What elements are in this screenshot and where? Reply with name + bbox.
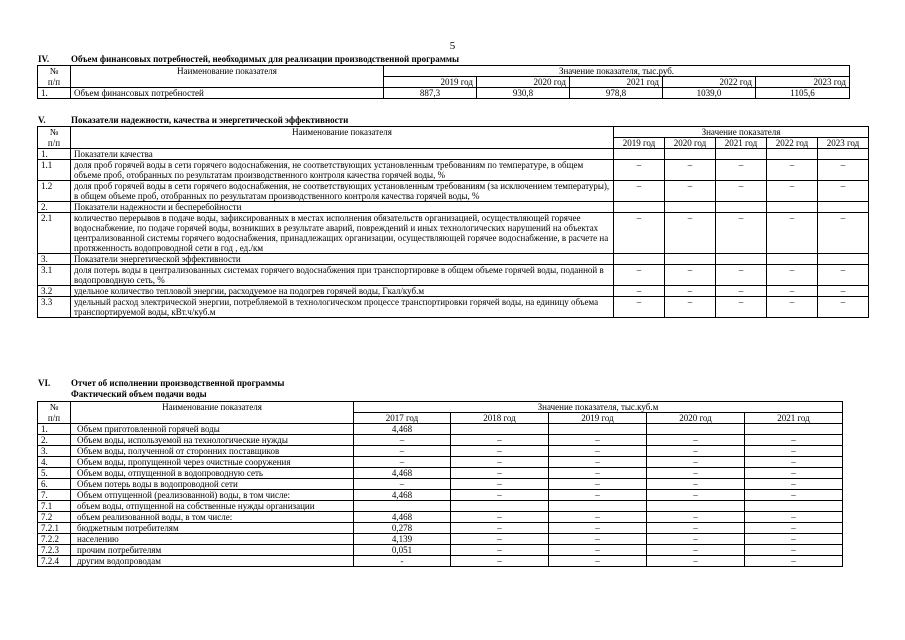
row-value: – <box>647 556 745 567</box>
row-no: 7. <box>38 490 71 501</box>
row-value <box>549 424 647 435</box>
section-4-heading <box>38 54 459 65</box>
row-value: – <box>549 446 647 457</box>
row-no: 7.2.2 <box>38 534 71 545</box>
row-no: 1.1 <box>38 160 71 181</box>
row-no: 2. <box>38 202 71 213</box>
row-name: Объем финансовых потребностей <box>71 88 384 99</box>
table-row <box>38 213 869 254</box>
year-header: 2020 год <box>647 413 745 424</box>
row-value <box>745 501 843 512</box>
row-value: – <box>665 286 716 297</box>
table-row <box>38 265 869 286</box>
table-row <box>38 534 843 545</box>
row-value: – <box>767 297 818 318</box>
table-row <box>38 545 843 556</box>
row-value: – <box>647 523 745 534</box>
row-value: – <box>354 479 451 490</box>
year-header: 2018 год <box>451 413 549 424</box>
row-name: Объем воды, пропущенной через очистные сооружения <box>71 457 354 468</box>
row-value: – <box>647 446 745 457</box>
row-no: 3.3 <box>38 297 71 318</box>
row-value: – <box>451 512 549 523</box>
row-value: – <box>614 181 665 202</box>
row-value: – <box>647 435 745 446</box>
row-value: – <box>451 534 549 545</box>
row-no: 5. <box>38 468 71 479</box>
row-name: удельное количество тепловой энергии, расходуемое на подогрев горячей воды, Гкал/куб.м <box>71 286 614 297</box>
row-value <box>767 149 818 160</box>
year-header: 2021 год <box>745 413 843 424</box>
row-value: – <box>716 160 767 181</box>
table-row <box>38 435 843 446</box>
row-name: Объем потерь воды в водопроводной сети <box>71 479 354 490</box>
reliability-indicators-table <box>37 126 869 318</box>
year-header: 2019 год <box>549 413 647 424</box>
row-value: – <box>451 479 549 490</box>
row-value: – <box>716 297 767 318</box>
row-value: – <box>647 512 745 523</box>
header-no: № <box>38 127 71 138</box>
row-no: 6. <box>38 479 71 490</box>
row-value: – <box>745 512 843 523</box>
year-header: 2020 год <box>665 138 716 149</box>
row-value: – <box>767 286 818 297</box>
water-supply-report-table <box>37 401 843 567</box>
row-name: доля проб горячей воды в сети горячего водоснабжения, не соответствующих установленным требованиям по температуре, в общем объеме проб, отобранных по результатам производственного контроля качества горячей воды, % <box>71 160 614 181</box>
row-value: – <box>451 435 549 446</box>
header-name: Наименование показателя <box>71 127 614 138</box>
row-value <box>665 149 716 160</box>
row-name: Объем воды, используемой на технологические нужды <box>71 435 354 446</box>
row-value <box>451 424 549 435</box>
row-name: количество перерывов в подаче воды, зафиксированных в местах исполнения обязательств организацией, осуществляющей горячее водоснабжение, по подаче горячей воды, возникших в результате аварий, повреждений и иных технологических нарушений на объектах централизованной системы горячего водоснабжения, принадлежащих организации, осуществляющей горячее водоснабжение, в расчете на протяженность водопроводной сети в год , ед./км <box>71 213 614 254</box>
table-row <box>38 501 843 512</box>
row-value: – <box>818 160 869 181</box>
row-value: – <box>647 468 745 479</box>
table-row <box>38 286 869 297</box>
year-header: 2019 год <box>614 138 665 149</box>
row-no: 7.1 <box>38 501 71 512</box>
row-name: прочим потребителям <box>71 545 354 556</box>
table-years-row <box>38 138 869 149</box>
row-value <box>614 149 665 160</box>
row-value: – <box>716 265 767 286</box>
row-name: Показатели энергетической эффективности <box>71 254 614 265</box>
row-value: – <box>647 490 745 501</box>
section-4-title: Объем финансовых потребностей, необходимых для реализации производственной программы <box>71 54 460 64</box>
row-value: – <box>818 181 869 202</box>
row-value: – <box>451 457 549 468</box>
row-value <box>818 254 869 265</box>
row-value: – <box>818 297 869 318</box>
group-row <box>38 254 869 265</box>
row-value: – <box>767 265 818 286</box>
row-value: 4,468 <box>354 468 451 479</box>
row-value <box>354 501 451 512</box>
header-no: № <box>38 402 71 413</box>
row-value: 887,3 <box>384 88 477 99</box>
table-header-row <box>38 402 843 413</box>
table-row <box>38 479 843 490</box>
row-no: 7.2 <box>38 512 71 523</box>
row-value: – <box>665 297 716 318</box>
header-name: Наименование показателя <box>71 66 384 77</box>
row-value: – <box>745 534 843 545</box>
row-value: – <box>549 534 647 545</box>
row-value: – <box>614 286 665 297</box>
row-value: – <box>354 446 451 457</box>
row-value <box>745 424 843 435</box>
row-value: – <box>549 457 647 468</box>
row-name: объем воды, отпущенной на собственные нужды организации <box>71 501 354 512</box>
row-value <box>647 424 745 435</box>
row-no: 7.2.3 <box>38 545 71 556</box>
row-no: 3.1 <box>38 265 71 286</box>
section-5-roman: V. <box>38 115 46 125</box>
row-value: 4,468 <box>354 512 451 523</box>
header-pp: п/п <box>38 138 71 149</box>
row-value: – <box>665 160 716 181</box>
row-value <box>767 202 818 213</box>
header-value: Значение показателя, тыс.руб. <box>384 66 850 77</box>
section-4-roman: IV. <box>38 54 50 64</box>
row-value: – <box>451 490 549 501</box>
row-name: Объем воды, отпущенной в водопроводную сеть <box>71 468 354 479</box>
row-value <box>665 202 716 213</box>
row-no: 1.2 <box>38 181 71 202</box>
table-row <box>38 297 869 318</box>
row-value: – <box>665 265 716 286</box>
row-value <box>647 501 745 512</box>
row-value: – <box>767 213 818 254</box>
row-value: – <box>745 545 843 556</box>
row-value <box>818 149 869 160</box>
header-name: Наименование показателя <box>71 402 354 413</box>
table-header-row <box>38 127 869 138</box>
table-row <box>38 160 869 181</box>
section-5-title: Показатели надежности, качества и энергетической эффективности <box>71 115 349 125</box>
row-value: 0,278 <box>354 523 451 534</box>
group-row <box>38 149 869 160</box>
section-6-heading <box>38 378 284 389</box>
row-name: объем реализованной воды, в том числе: <box>71 512 354 523</box>
row-name: бюджетным потребителям <box>71 523 354 534</box>
row-value <box>716 149 767 160</box>
row-value: – <box>745 523 843 534</box>
row-no: 4. <box>38 457 71 468</box>
row-value: – <box>818 213 869 254</box>
year-header: 2019 год <box>384 77 477 88</box>
year-header: 2020 год <box>477 77 570 88</box>
row-value: 978,8 <box>570 88 663 99</box>
table-header-row <box>38 66 850 77</box>
financial-needs-table <box>37 65 850 99</box>
row-name: другим водопроводам <box>71 556 354 567</box>
section-6-subtitle: Фактический объем подачи воды <box>71 389 207 399</box>
row-no: 3. <box>38 446 71 457</box>
row-value <box>716 254 767 265</box>
row-value: – <box>647 457 745 468</box>
row-value: – <box>745 479 843 490</box>
row-value <box>451 501 549 512</box>
row-value: – <box>549 512 647 523</box>
row-value: – <box>451 446 549 457</box>
row-value: – <box>818 286 869 297</box>
row-value: 1105,6 <box>756 88 850 99</box>
row-value: – <box>818 265 869 286</box>
row-value: 1039,0 <box>663 88 756 99</box>
row-value: – <box>614 265 665 286</box>
year-header: 2022 год <box>767 138 818 149</box>
row-value: – <box>767 181 818 202</box>
row-value: – <box>665 213 716 254</box>
row-value <box>818 202 869 213</box>
header-value: Значение показателя <box>614 127 869 138</box>
row-name: Показатели надежности и бесперебойности <box>71 202 614 213</box>
row-name: населению <box>71 534 354 545</box>
row-no: 3. <box>38 254 71 265</box>
row-value <box>614 254 665 265</box>
row-name: Объем приготовленной горячей воды <box>71 424 354 435</box>
row-value: – <box>745 457 843 468</box>
row-value: – <box>354 435 451 446</box>
table-years-row <box>38 413 843 424</box>
row-no: 1. <box>38 149 71 160</box>
header-value: Значение показателя, тыс.куб.м <box>354 402 843 413</box>
row-name: удельный расход электрической энергии, потребляемой в технологическом процессе транспортировки горячей воды, на единицу объема транспортируемой воды, кВт.ч/куб.м <box>71 297 614 318</box>
table-row <box>38 457 843 468</box>
row-value: – <box>716 286 767 297</box>
row-value: – <box>716 181 767 202</box>
row-value: – <box>647 545 745 556</box>
row-name: Показатели качества <box>71 149 614 160</box>
section-6-title: Отчет об исполнении производственной программы <box>71 378 285 388</box>
row-name: Объем воды, полученной от сторонних поставщиков <box>71 446 354 457</box>
row-value <box>767 254 818 265</box>
row-value: – <box>549 545 647 556</box>
row-value: – <box>647 479 745 490</box>
table-row <box>38 424 843 435</box>
row-value: - <box>354 556 451 567</box>
row-value: – <box>549 468 647 479</box>
row-value: – <box>451 468 549 479</box>
row-value: – <box>451 545 549 556</box>
table-row <box>38 181 869 202</box>
row-name: доля проб горячей воды в сети горячего водоснабжения, не соответствующих установленным требованиям (за исключением температуры), в общем объеме проб, отобранных по результатам производственного контроля качества горячей воды, % <box>71 181 614 202</box>
table-row <box>38 490 843 501</box>
row-value: 4,468 <box>354 490 451 501</box>
row-value: – <box>549 490 647 501</box>
row-value: 4,139 <box>354 534 451 545</box>
row-value: 930,8 <box>477 88 570 99</box>
header-pp: п/п <box>38 77 71 88</box>
row-no: 7.2.1 <box>38 523 71 534</box>
row-no: 2. <box>38 435 71 446</box>
year-header: 2023 год <box>756 77 850 88</box>
row-no: 7.2.4 <box>38 556 71 567</box>
row-value: – <box>451 556 549 567</box>
row-value: – <box>354 457 451 468</box>
row-value: – <box>614 160 665 181</box>
row-value: – <box>745 435 843 446</box>
row-value <box>665 254 716 265</box>
row-no: 3.2 <box>38 286 71 297</box>
group-row <box>38 202 869 213</box>
row-no: 1. <box>38 88 71 99</box>
row-value: – <box>614 297 665 318</box>
row-value: 0,051 <box>354 545 451 556</box>
row-value: – <box>745 490 843 501</box>
row-value: – <box>614 213 665 254</box>
row-value: – <box>549 479 647 490</box>
row-no: 2.1 <box>38 213 71 254</box>
header-no: № <box>38 66 71 77</box>
section-5-heading <box>38 115 348 126</box>
row-value <box>716 202 767 213</box>
table-row <box>38 523 843 534</box>
table-row <box>38 512 843 523</box>
row-value <box>549 501 647 512</box>
year-header: 2017 год <box>354 413 451 424</box>
row-value: – <box>716 213 767 254</box>
row-value <box>614 202 665 213</box>
row-value: 4,468 <box>354 424 451 435</box>
row-name: доля потерь воды в централизованных системах горячего водоснабжения при транспортировке в общем объеме горячей воды, поданной в водопроводную сеть, % <box>71 265 614 286</box>
year-header: 2023 год <box>818 138 869 149</box>
row-no: 1. <box>38 424 71 435</box>
row-value: – <box>451 523 549 534</box>
row-value: – <box>549 435 647 446</box>
page-number: 5 <box>449 40 456 52</box>
row-value: – <box>647 534 745 545</box>
year-header: 2021 год <box>716 138 767 149</box>
row-value: – <box>767 160 818 181</box>
table-row <box>38 446 843 457</box>
row-value: – <box>745 446 843 457</box>
row-value: – <box>549 556 647 567</box>
row-value: – <box>745 468 843 479</box>
table-row <box>38 88 850 99</box>
row-value: – <box>549 523 647 534</box>
row-name: Объем отпущенной (реализованной) воды, в том числе: <box>71 490 354 501</box>
header-pp: п/п <box>38 413 71 424</box>
section-6-roman: VI. <box>38 378 51 388</box>
table-row <box>38 468 843 479</box>
row-value: – <box>665 181 716 202</box>
table-years-row <box>38 77 850 88</box>
year-header: 2022 год <box>663 77 756 88</box>
year-header: 2021 год <box>570 77 663 88</box>
row-value: – <box>745 556 843 567</box>
table-row <box>38 556 843 567</box>
